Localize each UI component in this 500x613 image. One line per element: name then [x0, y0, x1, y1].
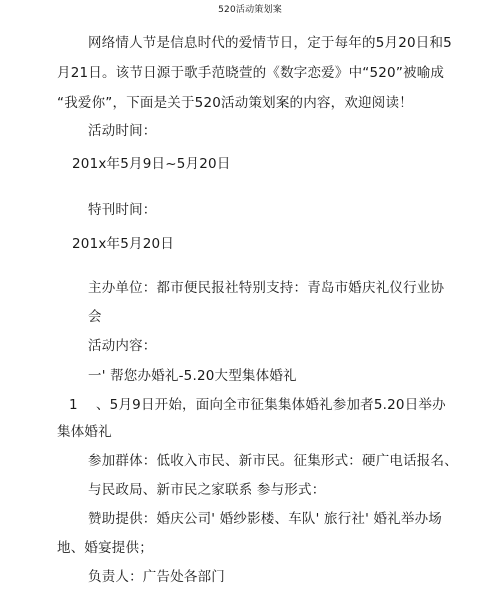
item-1-line-2: 集体婚礼 [57, 424, 112, 440]
responsible-line: 负责人：广告处各部门 [88, 569, 225, 585]
document-title: 520活动策划案 [218, 5, 282, 15]
group-line-1: 参加群体：低收入市民、新市民。征集形式：硬广电话报名、 [88, 453, 458, 469]
intro-line-1: 网络情人节是信息时代的爱情节日，定于每年的5月20日和5 [88, 35, 452, 51]
group-line-2: 与民政局、新市民之家联系 参与形式： [88, 482, 326, 498]
special-time-label: 特刊时间： [88, 202, 157, 218]
special-time-value: 201x年5月20日 [72, 236, 175, 252]
sponsor-line-2: 地、婚宴提供； [57, 540, 153, 556]
organizer-line-2: 会 [88, 309, 102, 325]
item-1-line-1: 1 、5月9日开始，面向全市征集集体婚礼参加者5.20日举办 [69, 397, 446, 413]
section-one-heading: 一' 帮您办婚礼-5.20大型集体婚礼 [88, 368, 297, 384]
activity-time-label: 活动时间： [88, 123, 157, 139]
intro-line-2: 月21日。该节日源于歌手范晓萱的《数字恋爱》中“520”被喻成 [57, 65, 445, 81]
content-label: 活动内容： [88, 338, 157, 354]
intro-line-3: “我爱你”，下面是关于520活动策划案的内容，欢迎阅读！ [57, 95, 413, 111]
activity-time-value: 201x年5月9日~5月20日 [72, 156, 231, 172]
organizer-line-1: 主办单位：都市便民报社特别支持：青岛市婚庆礼仪行业协 [88, 280, 445, 296]
sponsor-line-1: 赞助提供：婚庆公司' 婚纱影楼、车队' 旅行社' 婚礼举办场 [88, 511, 443, 527]
